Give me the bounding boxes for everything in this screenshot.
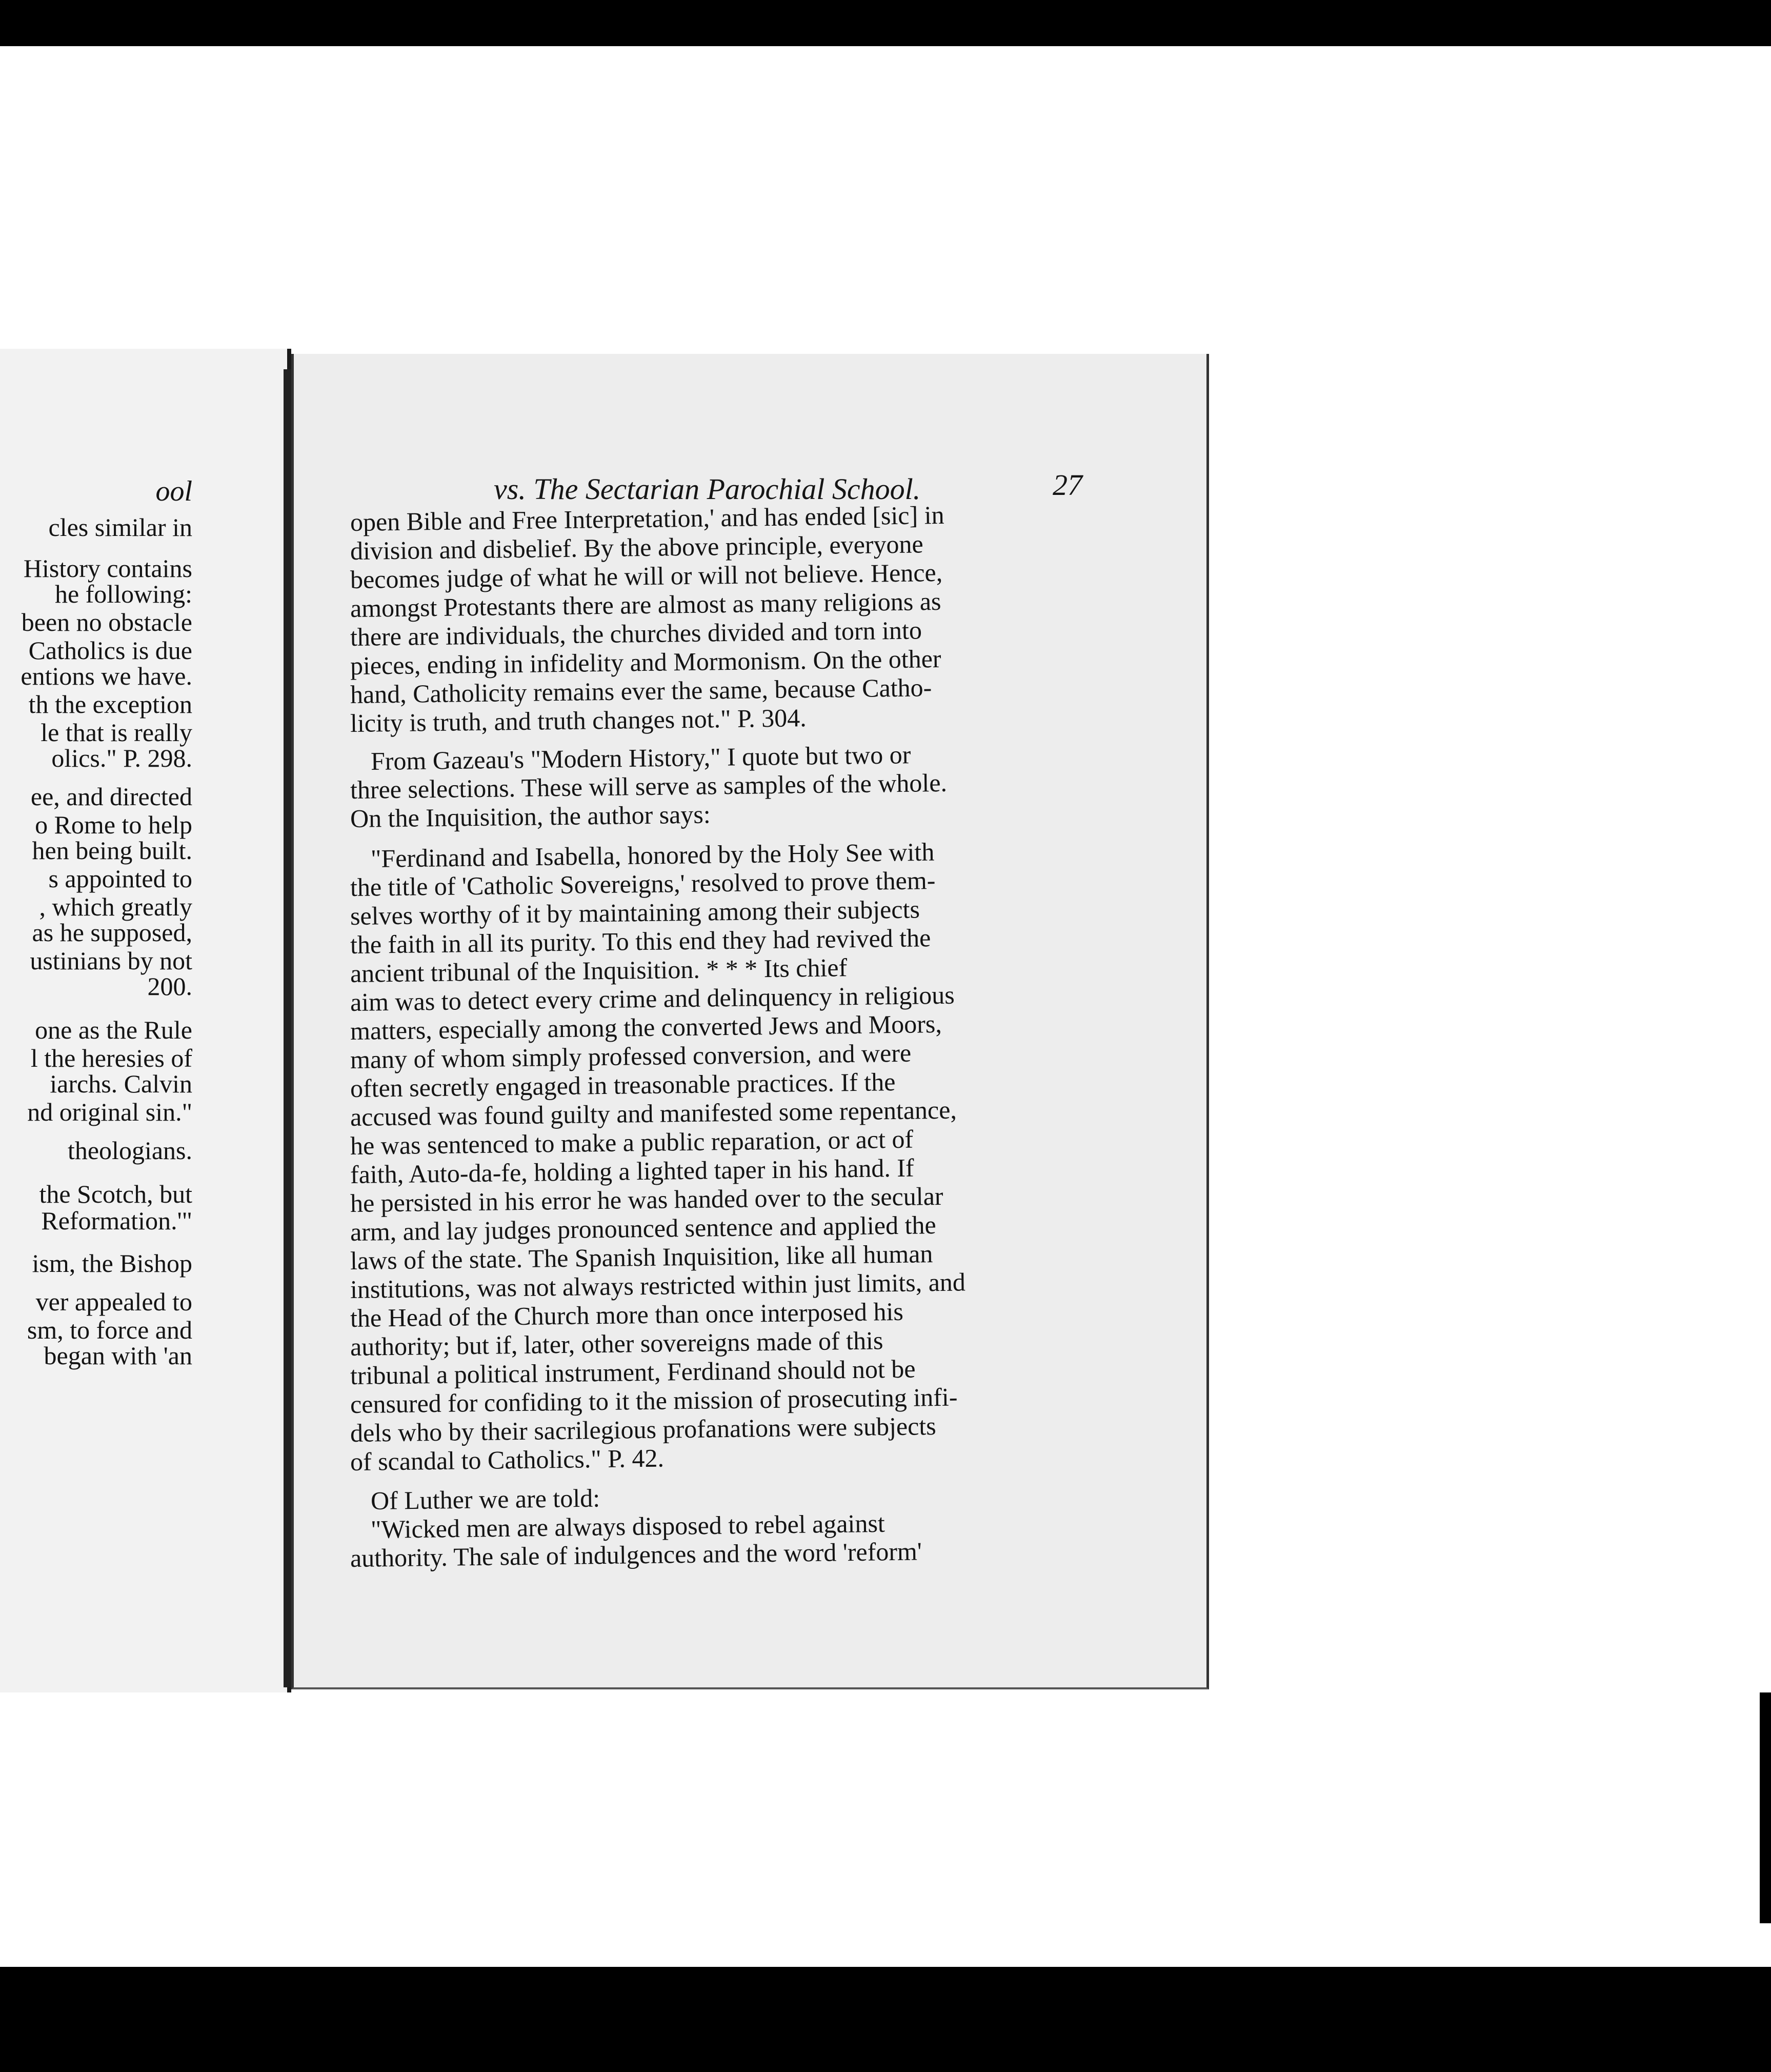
left-text-line: 200. [147, 972, 192, 1001]
body-text-line: aim was to detect every crime and delinquency in religious [350, 980, 955, 1017]
body-text-line: of scandal to Catholics." P. 42. [350, 1443, 665, 1476]
left-text-line: iarchs. Calvin [50, 1069, 192, 1098]
body-text-line: dels who by their sacrilegious profanations were subjects [350, 1411, 937, 1447]
left-text-line: Catholics is due [28, 636, 192, 665]
body-text-line: he persisted in his error he was handed over to the secular [350, 1181, 943, 1218]
left-text-line: o Rome to help [35, 810, 192, 839]
body-text-line: amongst Protestants there are almost as many religions as [350, 586, 941, 623]
left-text-line: ustinians by not [30, 946, 192, 975]
body-text-line: accused was found guilty and manifested some repentance, [350, 1095, 957, 1131]
body-text-line: On the Inquisition, the author says: [350, 800, 711, 833]
left-text-line: l the heresies of [30, 1044, 192, 1072]
left-text-line: Reformation.'" [41, 1206, 192, 1235]
left-text-line: he following: [54, 580, 192, 608]
left-text-line: ool [155, 475, 192, 507]
left-text-line: th the exception [28, 690, 192, 719]
body-text-line: faith, Auto-da-fe, holding a lighted taper in his hand. If [350, 1153, 914, 1189]
body-text-line: becomes judge of what he will or will not believe. Hence, [350, 557, 943, 594]
body-text-line: the faith in all its purity. To this end they had revived the [350, 923, 931, 959]
body-text-line: many of whom simply professed conversion, and were [350, 1038, 912, 1074]
body-text-line: tribunal a political instrument, Ferdinand should not be [350, 1354, 916, 1390]
left-text-line: as he supposed, [32, 918, 192, 947]
scan-edge [1760, 1692, 1771, 1923]
body-text-line: the title of 'Catholic Sovereigns,' resolved to prove them- [350, 866, 936, 902]
body-text-line: often secretly engaged in treasonable practices. If the [350, 1067, 896, 1103]
body-text-line: pieces, ending in infidelity and Mormonism. On the other [350, 644, 941, 680]
left-text-line: olics." P. 298. [51, 744, 192, 772]
left-text-line: the Scotch, but [39, 1180, 192, 1208]
body-text-line: hand, Catholicity remains ever the same, because Catho- [350, 673, 932, 709]
left-text-line: le that is really [41, 718, 192, 747]
left-text-line: sm, to force and [27, 1316, 192, 1344]
left-text-line: ism, the Bishop [32, 1249, 192, 1278]
left-text-line: theologians. [67, 1136, 192, 1165]
left-text-line: began with 'an [44, 1341, 192, 1370]
left-text-line: one as the Rule [35, 1015, 192, 1044]
page-number: 27 [1053, 468, 1082, 502]
left-text-line: ver appealed to [35, 1287, 192, 1316]
body-text-line: three selections. These will serve as samples of the whole. [350, 768, 948, 804]
body-text-line: selves worthy of it by maintaining among their subjects [350, 894, 920, 930]
body-text-line: censured for confiding to it the mission of prosecuting infi- [350, 1382, 958, 1419]
body-text-line: arm, and lay judges pronounced sentence and applied the [350, 1210, 936, 1246]
body-text-line: "Wicked men are always disposed to rebel against [370, 1508, 886, 1544]
body-text-line: he was sentenced to make a public reparation, or act of [350, 1124, 914, 1160]
body-text-line: ancient tribunal of the Inquisition. * * * Its chief [350, 953, 848, 988]
left-text-line: hen being built. [32, 836, 192, 865]
right-page [291, 354, 1209, 1689]
left-text-line: nd original sin." [27, 1098, 192, 1126]
body-text-line: From Gazeau's "Modern History," I quote but two or [370, 740, 911, 775]
left-page [0, 349, 291, 1692]
left-text-line: ee, and directed [30, 782, 192, 811]
body-text-line: "Ferdinand and Isabella, honored by the Holy See with [370, 837, 935, 873]
body-text-line: authority; but if, later, other sovereigns made of this [350, 1326, 883, 1361]
body-text-line: authority. The sale of indulgences and the word 'reform' [350, 1537, 922, 1572]
body-text-line: licity is truth, and truth changes not." P. 304. [350, 703, 807, 738]
body-text-line: there are individuals, the churches divided and torn into [350, 615, 922, 651]
body-text-line: laws of the state. The Spanish Inquisition, like all human [350, 1239, 933, 1275]
book-spine [284, 369, 292, 1687]
body-text-line: Of Luther we are told: [370, 1483, 600, 1515]
left-text-line: cles similar in [48, 513, 192, 542]
left-text-line: been no obstacle [21, 608, 192, 636]
body-text-line: division and disbelief. By the above principle, everyone [350, 529, 924, 565]
left-text-line: entions we have. [21, 662, 192, 690]
body-text-line: open Bible and Free Interpretation,' and has ended [sic] in [350, 500, 944, 536]
left-text-line: s appointed to [48, 864, 192, 893]
left-text-line: , which greatly [39, 892, 192, 921]
body-text-line: matters, especially among the converted Jews and Moors, [350, 1009, 942, 1045]
left-text-line: History contains [23, 554, 192, 583]
body-text-line: institutions, was not always restricted within just limits, and [350, 1267, 966, 1304]
body-text-line: the Head of the Church more than once interposed his [350, 1297, 904, 1332]
running-head: vs. The Sectarian Parochial School. [494, 472, 921, 506]
